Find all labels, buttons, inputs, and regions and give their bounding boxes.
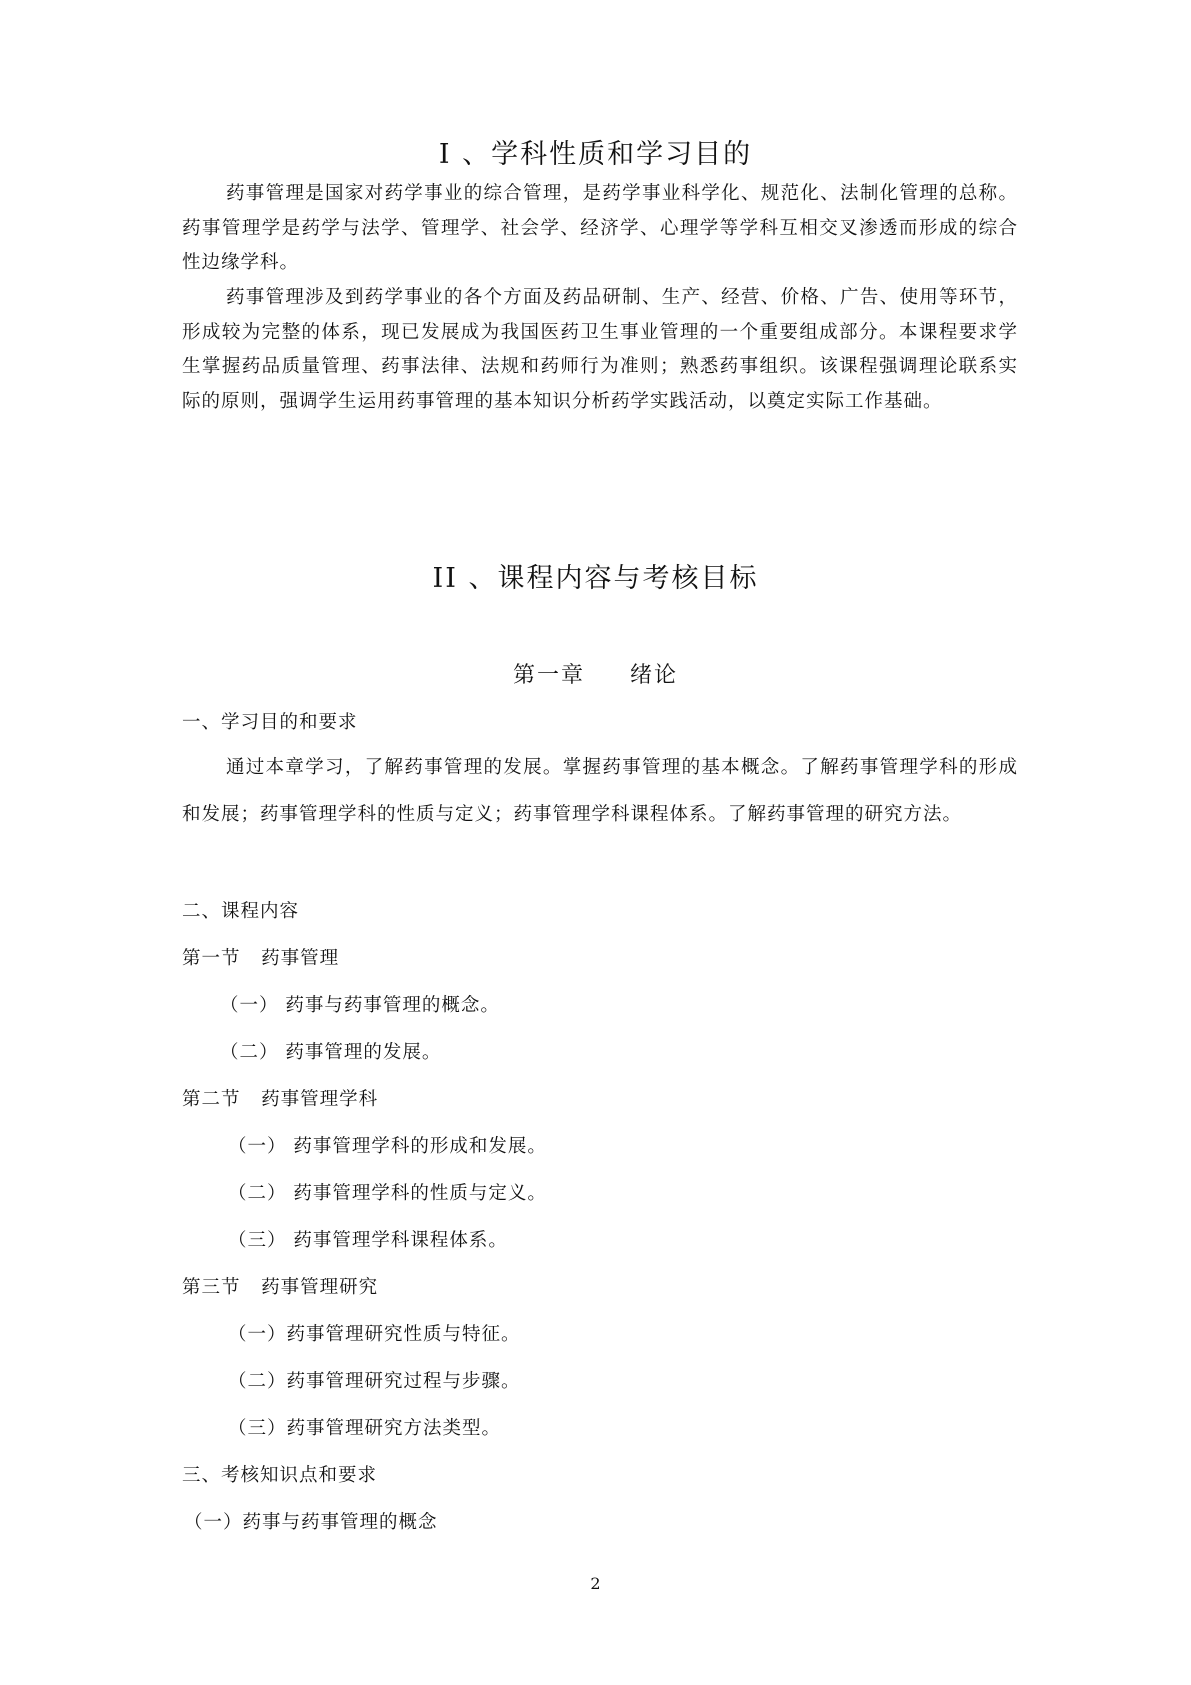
section2-item: （一） 药事管理学科的形成和发展。 [228, 1136, 547, 1157]
assessment-item: （一）药事与药事管理的概念 [184, 1512, 438, 1533]
part1-title: I 、学科性质和学习目的 [438, 139, 753, 170]
part1-paragraph-1: 药事管理是国家对药学事业的综合管理，是药学事业科学化、规范化、法制化管理的总称。药事管理学是药学与法学、管理学、社会学、经济学、心理学等学科互相交叉渗透而形成的综合性边缘学科。 [182, 183, 1018, 273]
goals-paragraph: 通过本章学习，了解药事管理的发展。掌握药事管理的基本概念。了解药事管理学科的形成和发展；药事管理学科的性质与定义；药事管理学科课程体系。了解药事管理的研究方法。 [182, 757, 1018, 825]
part2-title: II 、课程内容与考核目标 [432, 563, 759, 594]
section3-item: （三）药事管理研究方法类型。 [228, 1418, 502, 1439]
chapter-title: 第一章 绪论 [513, 663, 678, 688]
section2-item: （三） 药事管理学科课程体系。 [228, 1230, 508, 1251]
section2-item: （二） 药事管理学科的性质与定义。 [228, 1183, 547, 1204]
section1-item: （二） 药事管理的发展。 [220, 1042, 442, 1063]
page-number: 2 [590, 1574, 601, 1593]
part1-paragraph-2: 药事管理涉及到药学事业的各个方面及药品研制、生产、经营、价格、广告、使用等环节，形成较为完整的体系，现已发展成为我国医药卫生事业管理的一个重要组成部分。本课程要求学生掌握药品质量管理、药事法律、法规和药师行为准则；熟悉药事组织。该课程强调理论联系实际的原则，强调学生运用药事管理的基本知识分析药学实践活动，以奠定实际工作基础。 [182, 287, 1018, 412]
section2-title: 第二节 药事管理学科 [182, 1089, 379, 1110]
content-heading: 二、课程内容 [182, 901, 300, 922]
section1-item: （一） 药事与药事管理的概念。 [220, 995, 500, 1016]
assessment-heading: 三、考核知识点和要求 [182, 1465, 378, 1486]
goals-heading: 一、学习目的和要求 [182, 712, 358, 733]
section3-title: 第三节 药事管理研究 [182, 1277, 379, 1298]
section1-title: 第一节 药事管理 [182, 948, 340, 969]
section3-item: （一）药事管理研究性质与特征。 [228, 1324, 521, 1345]
section3-item: （二）药事管理研究过程与步骤。 [228, 1371, 521, 1392]
